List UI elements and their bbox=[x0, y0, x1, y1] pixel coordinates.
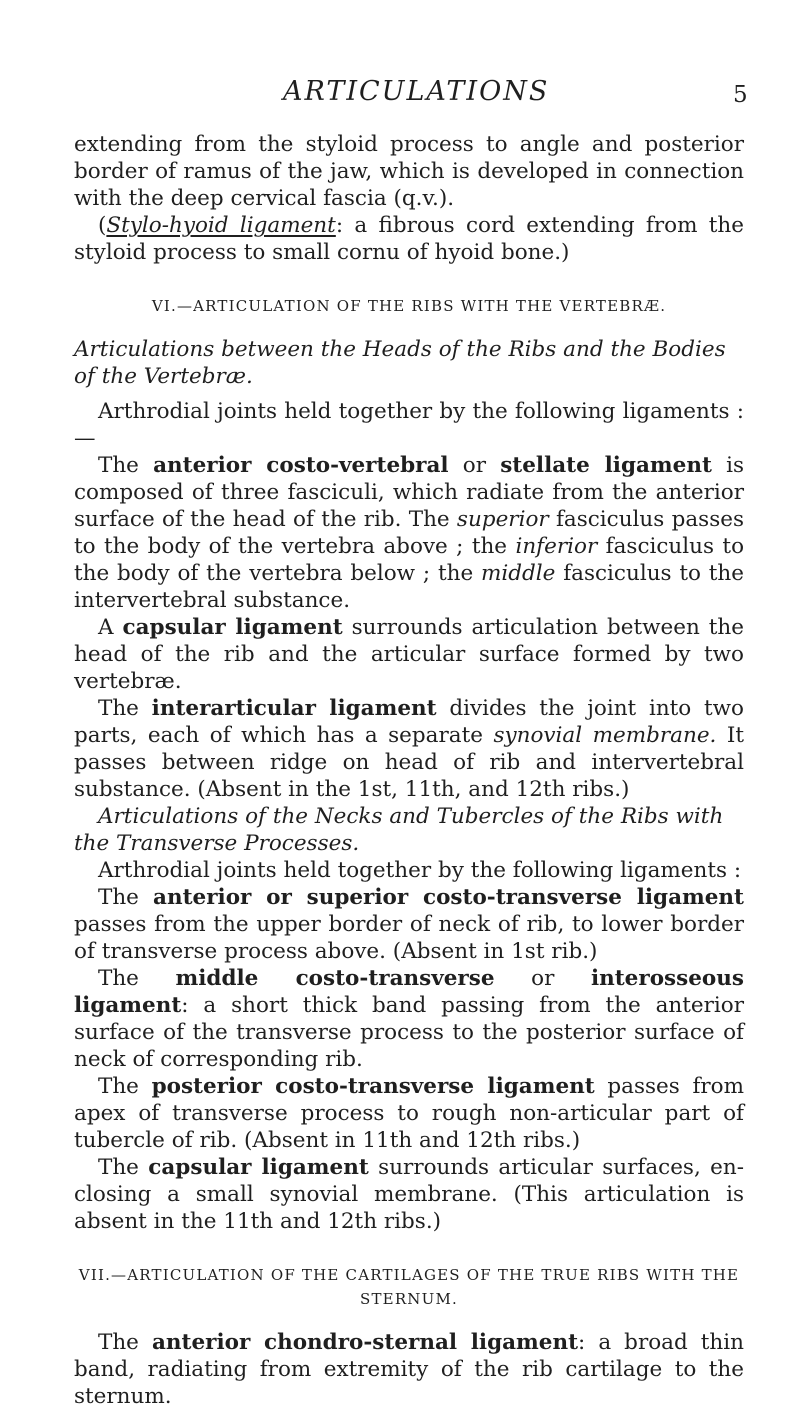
paragraph-interarticular-ligament: The interarticular ligament divides the joint into two parts, each of which has a separate synovial membrane. It passes between ridge on head of rib and intervertebral substance. (Absent in the 1st, 11th, and 12th ribs.) bbox=[74, 696, 744, 802]
page-number: 5 bbox=[733, 82, 748, 108]
term-middle-costo-transverse: middle costo-transverse bbox=[175, 966, 495, 991]
term-capsular-ligament: capsular ligament bbox=[122, 615, 343, 640]
page-header bbox=[0, 76, 800, 116]
subheading-heads-bodies: Articulations between the Heads of the Ribs and the Bodies of the Vertebræ. bbox=[74, 337, 726, 389]
term-stellate-ligament: stellate ligament bbox=[500, 453, 712, 478]
paragraph-superior-costo-transverse: The anterior or superior costo-transverse ligament passes from the upper border of neck of rib, to lower border of transverse process above. (Absent in 1st rib.) bbox=[74, 885, 744, 964]
section-heading-vi: VI.—ARTICULATION OF THE RIBS WITH THE VERTEBRÆ. bbox=[151, 297, 667, 315]
term-anterior-chondro-sternal-ligament: anterior chondro-sternal ligament bbox=[151, 1330, 579, 1355]
term-superior-costo-transverse-ligament: anterior or superior costo-transverse ligament bbox=[153, 885, 744, 910]
paragraph-stylo-hyoid: (Stylo-hyoid ligament: a fibrous cord extending from the styloid process to small cornu of hyoid bone.) bbox=[74, 213, 744, 265]
term-middle: middle bbox=[481, 561, 556, 586]
paragraph-middle-costo-transverse: The middle costo-transverse or interosseous ligament: a short thick band passing from the anterior surface of the transverse process to the posterior surface of neck of corresponding rib. bbox=[74, 966, 744, 1072]
paragraph-arthrodial-intro-2: Arthrodial joints held together by the following ligaments : bbox=[98, 858, 742, 883]
term-interosseous-ligament: interosseous ligament bbox=[74, 966, 744, 1018]
paragraph-stellate-ligament: The anterior costo-vertebral or stellate ligament is composed of three fasciculi, which radiate from the anterior surface of the head of the rib. The superior fasciculus passes to the body of the vertebra above ; the inferior fasciculus to the body of the vertebra below ; the middle fasciculus to the intervertebral substance. bbox=[74, 453, 745, 613]
term-inferior: inferior bbox=[515, 534, 598, 559]
page-body bbox=[74, 131, 744, 1410]
term-anterior-costo-vertebral: anterior costo-vertebral bbox=[153, 453, 449, 478]
term-superior: superior bbox=[456, 507, 549, 532]
paragraph-capsular-ligament-2: The capsular ligament surrounds articular surfaces, enclosing a small synovial membrane. (This articulation is absent in the 11th and 12th ribs.) bbox=[74, 1155, 744, 1234]
paragraph-arthrodial-intro-1: Arthrodial joints held together by the following ligaments :— bbox=[74, 399, 744, 451]
paragraph-capsular-ligament: A capsular ligament surrounds articulation between the head of the rib and the articular surface formed by two vertebræ. bbox=[74, 615, 744, 694]
term-posterior-costo-transverse-ligament: posterior costo-transverse ligament bbox=[151, 1074, 595, 1099]
paragraph-continuation: extending from the styloid process to angle and posterior border of ramus of the jaw, which is developed in connection with the deep cervical fascia (q.v.). bbox=[74, 132, 744, 211]
term-synovial-membrane: synovial membrane. bbox=[493, 723, 717, 748]
paragraph-chondro-sternal: The anterior chondro-sternal ligament: a broad thin band, radiating from extremity of the rib cartilage to the sternum. bbox=[74, 1330, 744, 1409]
running-title: ARTICULATIONS bbox=[283, 76, 550, 107]
term-stylo-hyoid-ligament: Stylo-hyoid ligament bbox=[106, 213, 336, 238]
term-capsular-ligament-2: capsular ligament bbox=[148, 1155, 369, 1180]
term-interarticular-ligament: interarticular ligament bbox=[151, 696, 437, 721]
section-heading-vii: VII.—ARTICULATION OF THE CARTILAGES OF THE TRUE RIBS WITH THE STERNUM. bbox=[78, 1266, 740, 1308]
subheading-necks-tubercles: Articulations of the Necks and Tubercles of the Ribs with the Transverse Processes. bbox=[74, 804, 724, 856]
paragraph-posterior-costo-transverse: The posterior costo-transverse ligament passes from apex of transverse process to rough non-articular part of tubercle of rib. (Absent in 11th and 12th ribs.) bbox=[74, 1074, 745, 1153]
